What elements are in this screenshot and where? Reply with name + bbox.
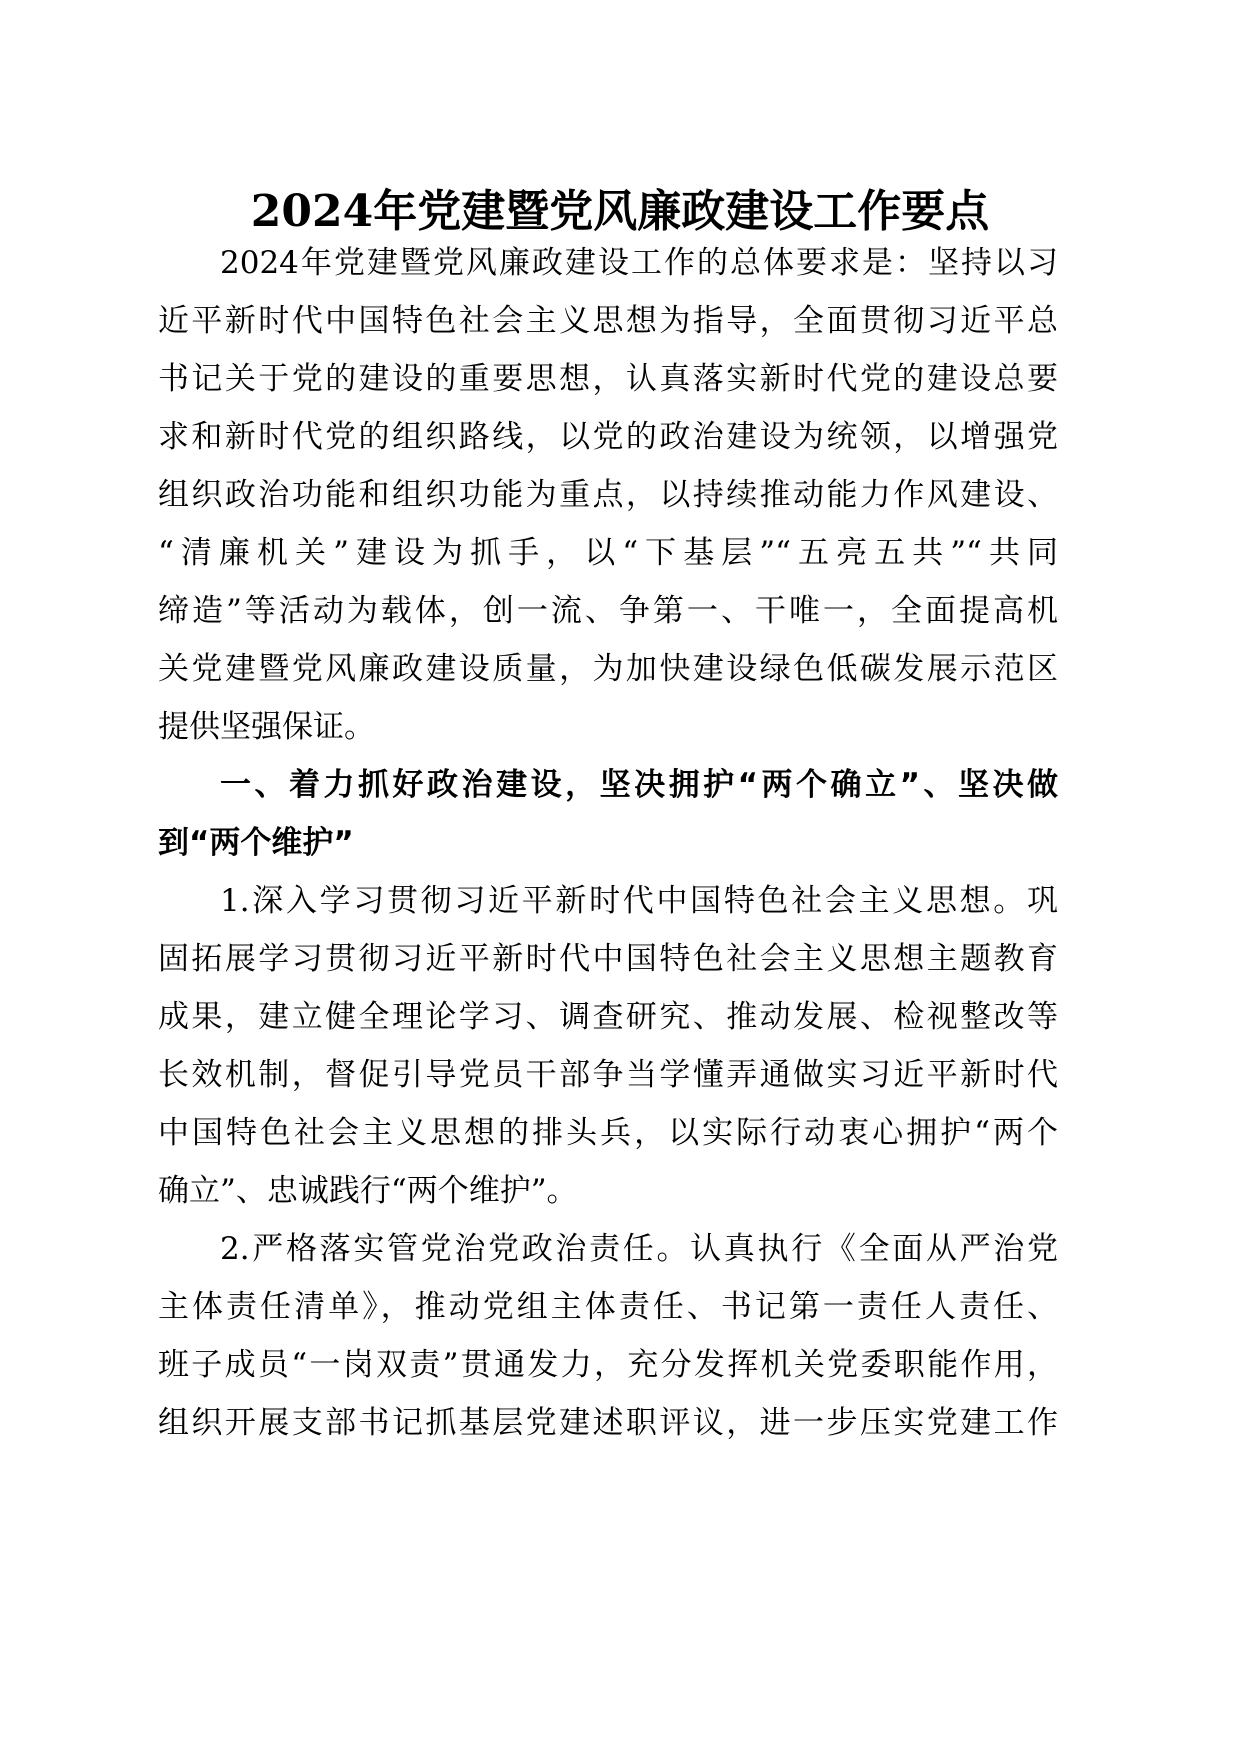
paragraph-line: 组织政治功能和组织功能为重点，以持续推动能力作风建设、 [158,477,1058,513]
paragraph-line: 成果，建立健全理论学习、调查研究、推动发展、检视整改等 [158,999,1058,1035]
paragraph-line: 缔造”等活动为载体，创一流、争第一、干唯一，全面提高机 [158,593,1058,629]
paragraph-line: 主体责任清单》，推动党组主体责任、书记第一责任人责任、 [158,1289,1058,1325]
paragraph-line: 1.深入学习贯彻习近平新时代中国特色社会主义思想。巩 [220,883,1058,919]
paragraph-line: 2024年党建暨党风廉政建设工作的总体要求是：坚持以习 [220,245,1058,281]
paragraph-line: 中国特色社会主义思想的排头兵，以实际行动衷心拥护“两个 [158,1115,1058,1151]
section-heading-line: 一、着力抓好政治建设，坚决拥护“两个确立”、坚决做 [220,767,1058,803]
paragraph-line: 班子成员“一岗双责”贯通发力，充分发挥机关党委职能作用， [158,1347,1058,1383]
section-heading-line: 到“两个维护” [158,825,354,861]
paragraph-line: 求和新时代党的组织路线，以党的政治建设为统领，以增强党 [158,419,1058,455]
paragraph-line: 2.严格落实管党治党政治责任。认真执行《全面从严治党 [220,1231,1058,1267]
paragraph-line: 提供坚强保证。 [158,709,375,745]
paragraph-line: “清廉机关”建设为抓手，以“下基层”“五亮五共”“共同 [158,535,1058,571]
paragraph-line: 固拓展学习贯彻习近平新时代中国特色社会主义思想主题教育 [158,941,1058,977]
paragraph-line: 近平新时代中国特色社会主义思想为指导，全面贯彻习近平总 [158,303,1058,339]
document-title: 2024年党建暨党风廉政建设工作要点 [250,186,990,237]
paragraph-line: 长效机制，督促引导党员干部争当学懂弄通做实习近平新时代 [158,1057,1058,1093]
paragraph-line: 书记关于党的建设的重要思想，认真落实新时代党的建设总要 [158,361,1058,397]
paragraph-line: 确立”、忠诚践行“两个维护”。 [158,1173,578,1209]
paragraph-line: 关党建暨党风廉政建设质量，为加快建设绿色低碳发展示范区 [158,651,1058,687]
paragraph-line: 组织开展支部书记抓基层党建述职评议，进一步压实党建工作 [158,1405,1058,1441]
